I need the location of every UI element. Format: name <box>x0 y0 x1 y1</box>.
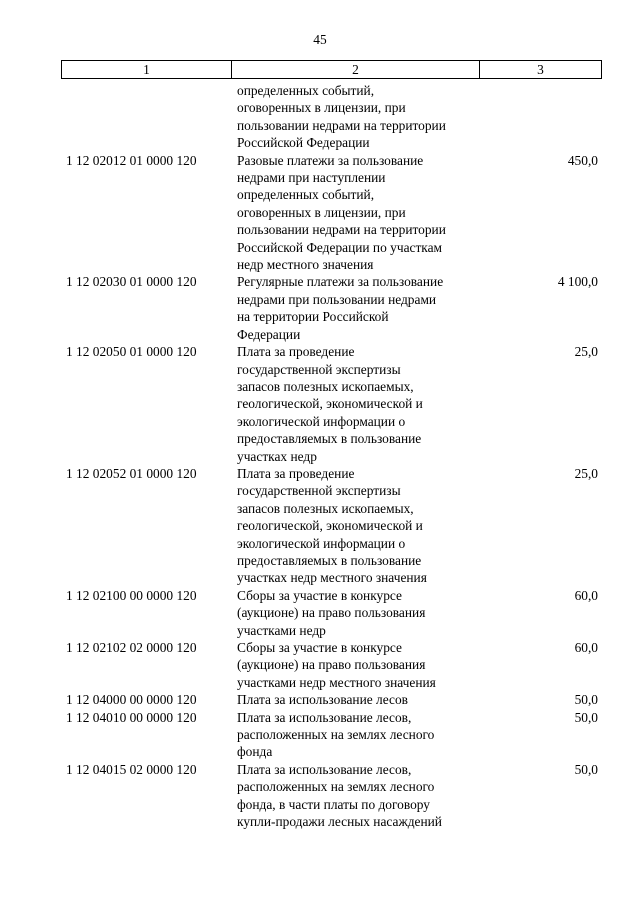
revenue-name <box>233 691 481 708</box>
revenue-name-line: Разовые платежи за пользование <box>237 152 424 168</box>
budget-code: 1 12 02052 01 0000 120 <box>66 465 197 481</box>
table-row <box>61 639 602 691</box>
revenue-name-line: геологической, экономической и <box>237 396 423 412</box>
budget-code: 1 12 02102 02 0000 120 <box>66 640 197 655</box>
amount <box>481 82 602 152</box>
revenue-name-line: государственной экспертизы <box>237 483 401 499</box>
revenue-name-line: недрами при пользовании недрами <box>237 291 437 307</box>
revenue-name-line: расположенных на землях лесного <box>237 779 435 795</box>
revenue-name-line: определенных событий, <box>237 187 375 203</box>
revenue-name <box>233 761 481 831</box>
revenue-name <box>233 82 481 152</box>
revenue-name-line: определенных событий, <box>237 83 375 98</box>
revenue-name-line: (аукционе) на право пользования <box>237 605 426 621</box>
table-row <box>61 709 602 761</box>
table-row <box>61 761 602 831</box>
budget-code: 1 12 02100 00 0000 120 <box>66 587 197 603</box>
table-row <box>61 465 602 587</box>
header-col-3: 3 <box>537 62 544 77</box>
table-row <box>61 82 602 152</box>
budget-code: 1 12 02012 01 0000 120 <box>66 152 197 168</box>
revenue-name-line: Плата за использование лесов, <box>237 709 412 725</box>
amount: 50,0 <box>574 692 598 708</box>
revenue-name-line: геологической, экономической и <box>237 518 423 534</box>
revenue-name-line: фонда, в части платы по договору <box>237 796 430 812</box>
revenue-name-line: оговоренных в лицензии, при <box>237 100 406 116</box>
table-row <box>61 587 602 639</box>
revenue-name-line: государственной экспертизы <box>237 361 401 377</box>
revenue-name-line: Сборы за участие в конкурсе <box>237 587 402 603</box>
amount: 60,0 <box>574 640 598 655</box>
amount: 60,0 <box>574 587 598 603</box>
revenue-name-line: экологической информации о <box>237 535 406 551</box>
budget-code <box>61 82 233 152</box>
revenue-name <box>233 709 481 761</box>
revenue-name-line: Российской Федерации <box>237 135 370 151</box>
table-row <box>61 152 602 274</box>
revenue-name-line: Плата за проведение <box>237 344 355 360</box>
amount: 25,0 <box>574 465 598 481</box>
revenue-name <box>233 343 481 465</box>
revenue-name-line: купли-продажи лесных насаждений <box>237 814 442 830</box>
revenue-name-line: экологической информации о <box>237 413 406 429</box>
revenue-name <box>233 639 481 691</box>
revenue-name-line: запасов полезных ископаемых, <box>237 378 414 394</box>
revenue-name-line: запасов полезных ископаемых, <box>237 500 414 516</box>
revenue-name <box>233 273 481 343</box>
revenue-name-line: участках недр <box>237 448 317 464</box>
revenue-name-line: фонда <box>237 744 273 760</box>
amount: 50,0 <box>574 761 598 777</box>
header-col-2: 2 <box>232 61 480 78</box>
page-number: 45 <box>313 32 327 47</box>
table-row <box>61 273 602 343</box>
amount: 450,0 <box>567 152 598 168</box>
revenue-name-line: Плата за проведение <box>237 465 355 481</box>
amount: 25,0 <box>574 344 598 360</box>
revenue-name <box>233 465 481 587</box>
budget-code: 1 12 02050 01 0000 120 <box>66 344 197 360</box>
revenue-name-line: участками недр <box>237 622 326 638</box>
revenue-name <box>233 152 481 274</box>
revenue-name-line: предоставляемых в пользование <box>237 431 422 447</box>
budget-code: 1 12 04000 00 0000 120 <box>66 692 197 708</box>
revenue-name <box>233 587 481 639</box>
header-col-1: 1 <box>62 61 232 78</box>
revenue-name-line: на территории Российской <box>237 309 389 325</box>
revenue-name-line: Регулярные платежи за пользование <box>237 274 444 290</box>
budget-code: 1 12 02030 01 0000 120 <box>66 274 197 290</box>
table-row <box>61 691 602 708</box>
amount: 50,0 <box>574 709 598 725</box>
revenue-name-line: Федерации <box>237 326 301 342</box>
revenue-name-line: участках недр местного значения <box>237 570 427 586</box>
table-row <box>61 343 602 465</box>
revenue-name-line: пользовании недрами на территории <box>237 222 446 238</box>
revenue-name-line: Плата за использование лесов, <box>237 761 412 777</box>
revenue-name-line: недр местного значения <box>237 257 374 273</box>
revenue-name-line: оговоренных в лицензии, при <box>237 204 406 220</box>
revenue-name-line: недрами при наступлении <box>237 170 386 186</box>
revenue-name-line: (аукционе) на право пользования <box>237 657 426 673</box>
amount: 4 100,0 <box>557 274 598 290</box>
revenue-name-line: предоставляемых в пользование <box>237 552 422 568</box>
revenue-name-line: пользовании недрами на территории <box>237 117 446 133</box>
revenue-name-line: Сборы за участие в конкурсе <box>237 640 402 655</box>
table-body <box>61 82 602 830</box>
revenue-name-line: участками недр местного значения <box>237 674 436 690</box>
revenue-name-line: Плата за использование лесов <box>237 692 408 708</box>
revenue-name-line: Российской Федерации по участкам <box>237 239 443 255</box>
budget-code: 1 12 04015 02 0000 120 <box>66 761 197 777</box>
budget-code: 1 12 04010 00 0000 120 <box>66 709 197 725</box>
revenue-name-line: расположенных на землях лесного <box>237 727 435 743</box>
table-header <box>61 60 602 79</box>
